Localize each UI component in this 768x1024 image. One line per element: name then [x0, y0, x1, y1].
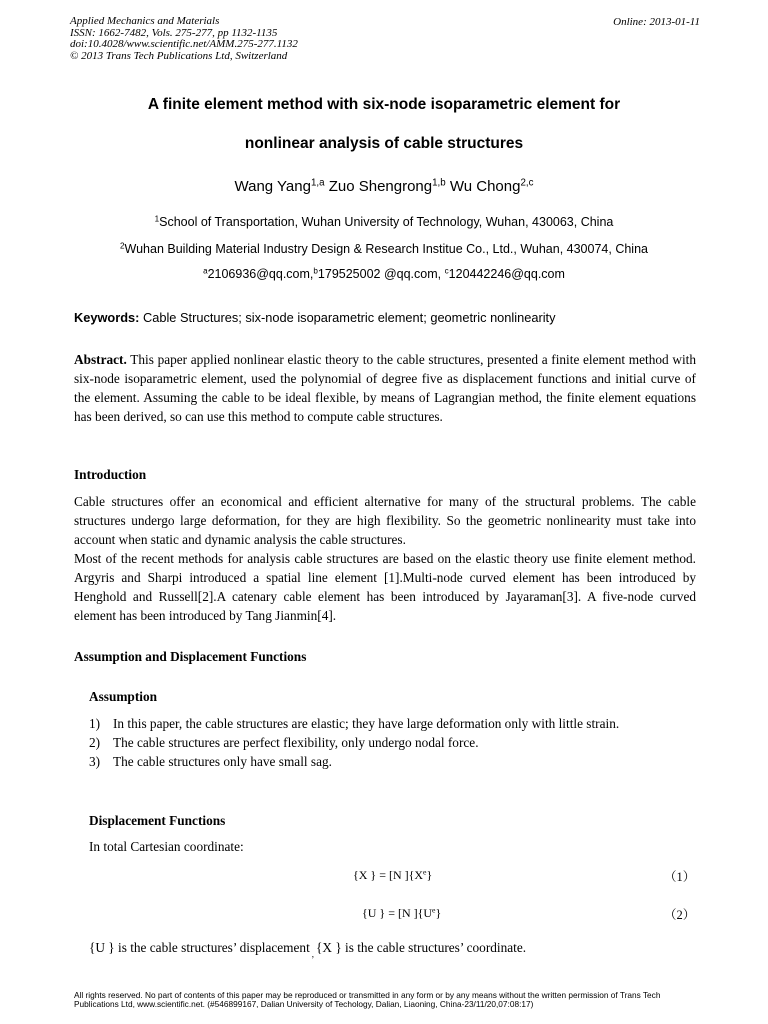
author-sup: 1,b — [432, 177, 446, 189]
equation-caption: {U } is the cable structures’ displacement $_,$ {X } is the cable structures’ coordinate. — [89, 940, 527, 959]
affiliation-text: School of Transportation, Wuhan University of Technology, Wuhan, 430063, China — [159, 215, 614, 229]
assumption-list — [89, 714, 696, 771]
paper-title-line2: nonlinear analysis of cable structures — [244, 135, 524, 152]
author-sup: 1,a — [310, 177, 325, 189]
author-emails — [0, 267, 768, 281]
abstract-text: This paper applied nonlinear elastic theory to the cable structures, presented a finite element method with six-node isoparametric element, used the polynomial of degree five as displacement functions and initial curve of the element. Assuming the cable to be ideal flexible, by means of Lagrangian method, the finite element equations has been derived, so can use this method to compute cable structures. — [74, 352, 696, 424]
list-text: The cable structures only have small sag. — [113, 754, 332, 769]
list-number: 2) — [89, 735, 101, 750]
author-name: Zuo Shengrong — [328, 178, 433, 195]
list-text: In this paper, the cable structures are elastic; they have large deformation only with little strain. — [113, 716, 620, 731]
journal-header — [70, 16, 298, 62]
paper-title-line1: A finite element method with six-node isoparametric element for — [147, 96, 621, 113]
copyright: © 2013 Trans Tech Publications Ltd, Switzerland — [70, 49, 288, 62]
affiliation-sup: 2 — [120, 241, 125, 251]
list-number: 1) — [89, 716, 101, 731]
email-sup: a — [203, 266, 208, 276]
affiliation-2 — [0, 242, 768, 256]
keywords-text: Cable Structures; six-node isoparametric element; geometric nonlinearity — [142, 310, 556, 325]
introduction-paragraph-2: Most of the recent methods for analysis cable structures are based on the elastic theory use finite element method. Argyris and Sharpi introduced a spatial line element [1].Multi-node curved element has been introduced by Henghold and Russell[2].A catenary cable element has been introduced by Jayaraman[3]. A five-node curved element has been introduced by Tang Jianmin[4]. — [74, 551, 696, 623]
affiliation-text: Wuhan Building Material Industry Design & Research Institue Co., Ltd., Wuhan, 430074, China — [124, 242, 648, 256]
list-text: The cable structures are perfect flexibility, only undergo nodal force. — [113, 735, 479, 750]
email-link[interactable]: 179525002 @qq.com, — [317, 267, 442, 281]
equation-2: {U } = [N ]$\{U^e\}$ — [362, 905, 442, 920]
list-item — [89, 714, 696, 733]
equation-1: {X } = [N ]{Xe} — [353, 867, 433, 882]
list-item — [89, 733, 696, 752]
email-link[interactable]: 2106936@qq.com, — [207, 267, 314, 281]
abstract-label: Abstract. — [74, 352, 127, 367]
email-sup: c — [444, 266, 449, 276]
list-number: 3) — [89, 754, 101, 769]
issn: ISSN: 1662-7482, Vols. 275-277, pp 1132-1135 — [70, 26, 278, 39]
author-sup: 2,c — [520, 177, 534, 189]
author-list — [0, 178, 768, 195]
subsection-heading-assumption: Assumption — [89, 689, 157, 704]
copyright-footer: All rights reserved. No part of contents of this paper may be reproduced or transmitted in any form or by any means without the written permission of Trans Tech Publications Ltd, www.scientific.net. (#546899167, Dalian University of Techology, Dalian, Liaoning, China-23/11/20,07:08:17) — [74, 990, 661, 1009]
author-name: Wu Chong — [449, 178, 521, 195]
introduction-heading: Introduction — [74, 467, 147, 482]
affiliation-sup: 1 — [154, 214, 160, 224]
list-item — [89, 752, 696, 771]
section-heading: Assumption and Displacement Functions — [74, 649, 307, 664]
author-name: Wang Yang — [234, 178, 311, 195]
email-sup: b — [313, 266, 318, 276]
doi: doi:10.4028/www.scientific.net/AMM.275-277.1132 — [70, 38, 298, 50]
email-link[interactable]: 120442246@qq.com — [448, 267, 565, 281]
online-date: Online: 2013-01-11 — [613, 16, 700, 28]
subsection-heading-displacement: Displacement Functions — [89, 813, 226, 828]
affiliation-1 — [0, 215, 768, 229]
introduction-body — [74, 492, 696, 625]
journal-name: Applied Mechanics and Materials — [70, 15, 220, 27]
equation-number: （2） — [664, 908, 696, 922]
displacement-intro: In total Cartesian coordinate: — [89, 839, 244, 854]
keywords-label: Keywords: — [74, 310, 140, 325]
equation-number: （1） — [664, 870, 696, 884]
introduction-paragraph-1: Cable structures offer an economical and efficient alternative for many of the structural problems. The cable structures undergo large deformation, for they are high flexibility. So the geometric nonlinearity must take into account when static and dynamic analysis the cable structures. — [74, 494, 696, 547]
keywords — [74, 310, 556, 325]
abstract — [74, 350, 696, 426]
